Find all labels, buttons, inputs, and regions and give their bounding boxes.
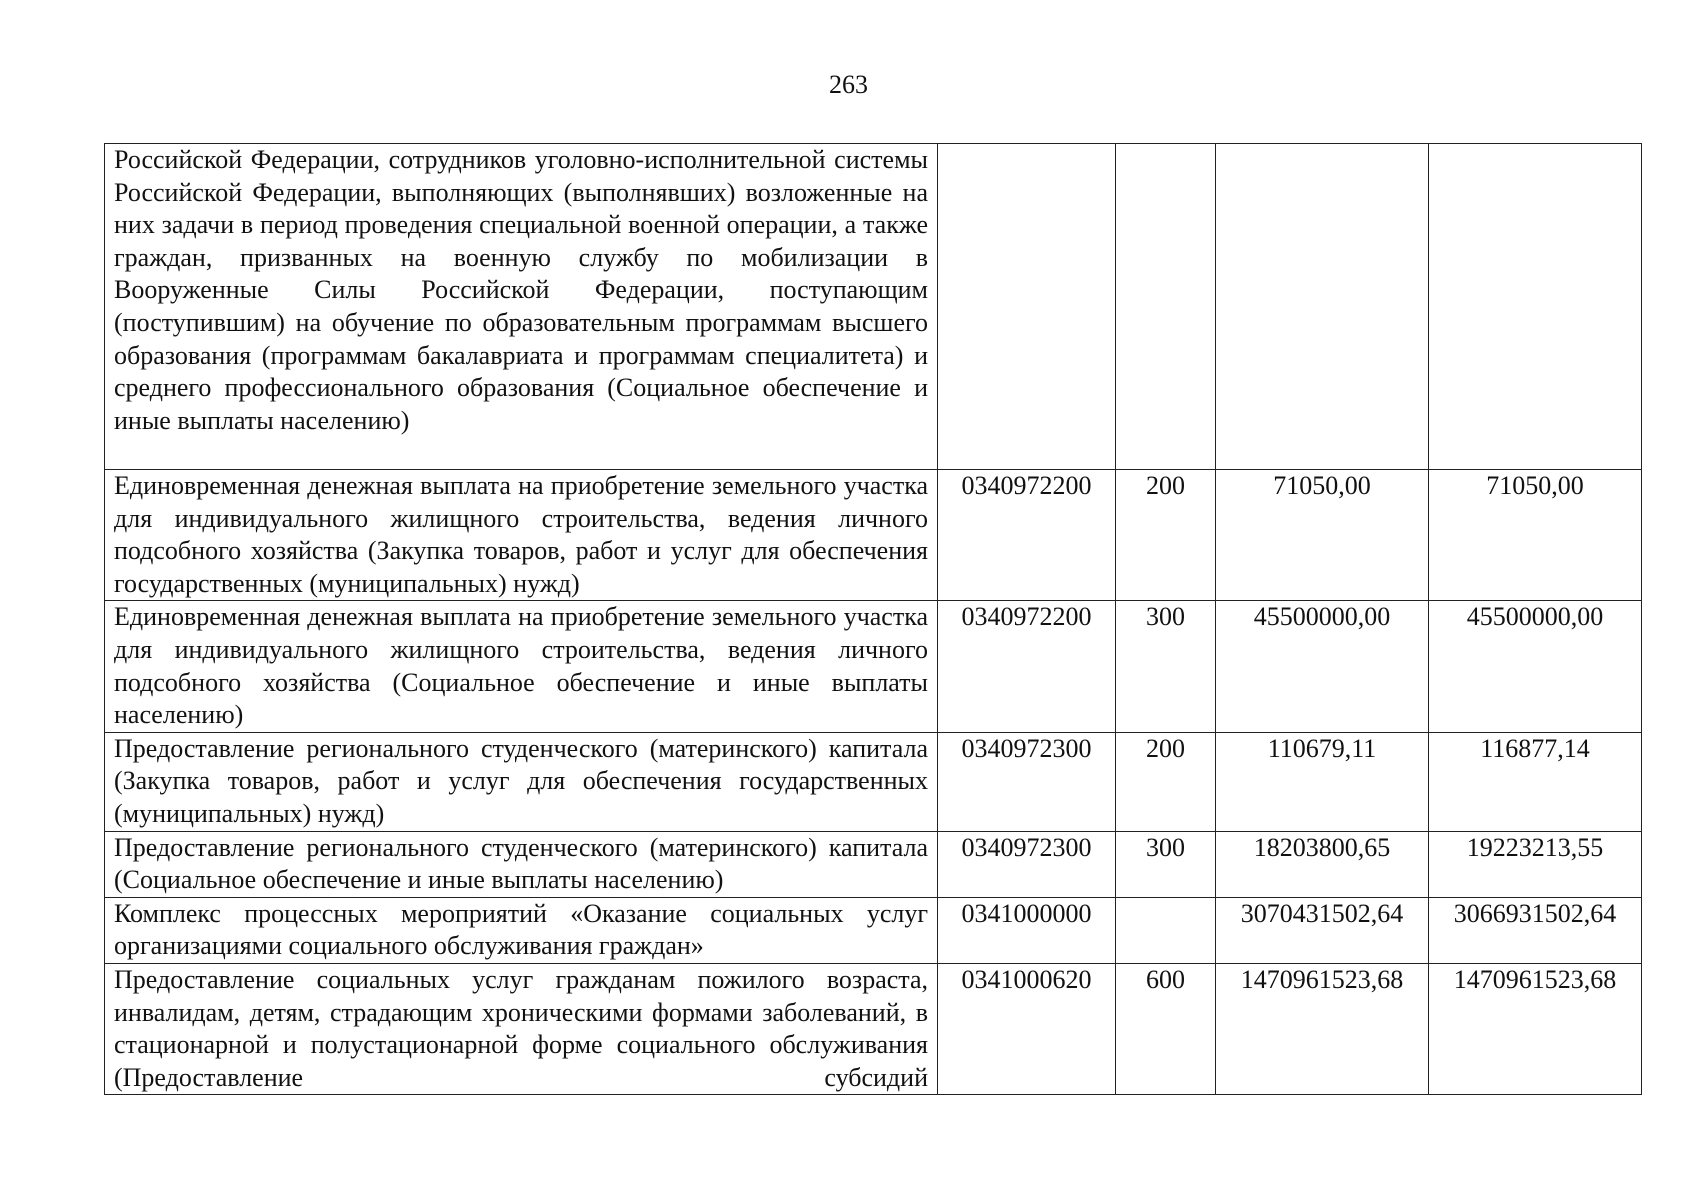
- expense-type-code: 300: [1116, 831, 1216, 897]
- target-article-code: 0340972200: [938, 470, 1116, 601]
- amount-year-2: 45500000,00: [1429, 601, 1642, 732]
- target-article-code: 0341000620: [938, 963, 1116, 1094]
- table-row: [105, 144, 1642, 470]
- row-description: Единовременная денежная выплата на приобретение земельного участка для индивидуального жилищного строительства, ведения личного подсобного хозяйства (Закупка товаров, работ и услуг для обеспечения государственных (муниципальных) нужд): [105, 470, 938, 601]
- expense-type-code: 200: [1116, 470, 1216, 601]
- target-article-code: [938, 144, 1116, 470]
- row-description: Российской Федерации, сотрудников уголовно-исполнительной системы Российской Федерации, выполняющих (выполнявших) возложенные на них задачи в период проведения специальной военной операции, а также граждан, призванных на военную службу по мобилизации в Вооруженные Силы Российской Федерации, поступающим (поступившим) на обучение по образовательным программам высшего образования (программам бакалавриата и программам специалитета) и среднего профессионального образования (Социальное обеспечение и иные выплаты населению): [105, 144, 938, 470]
- amount-year-2: 3066931502,64: [1429, 897, 1642, 963]
- row-description: Единовременная денежная выплата на приобретение земельного участка для индивидуального жилищного строительства, ведения личного подсобного хозяйства (Социальное обеспечение и иные выплаты населению): [105, 601, 938, 732]
- table-row: [105, 470, 1642, 601]
- table-row: [105, 732, 1642, 831]
- expense-type-code: [1116, 897, 1216, 963]
- amount-year-2: 1470961523,68: [1429, 963, 1642, 1094]
- amount-year-1: 71050,00: [1216, 470, 1429, 601]
- amount-year-1: [1216, 144, 1429, 470]
- row-description: Предоставление социальных услуг гражданам пожилого возраста, инвалидам, детям, страдающим хроническими формами заболеваний, в стационарной и полустационарной форме социального обслуживания (Предоставление субсидий: [105, 963, 938, 1094]
- amount-year-1: 45500000,00: [1216, 601, 1429, 732]
- budget-table: [104, 143, 1642, 1095]
- expense-type-code: [1116, 144, 1216, 470]
- table-row: [105, 897, 1642, 963]
- expense-type-code: 300: [1116, 601, 1216, 732]
- target-article-code: 0340972200: [938, 601, 1116, 732]
- target-article-code: 0341000000: [938, 897, 1116, 963]
- table-row: [105, 831, 1642, 897]
- amount-year-2: 116877,14: [1429, 732, 1642, 831]
- amount-year-2: 71050,00: [1429, 470, 1642, 601]
- amount-year-2: 19223213,55: [1429, 831, 1642, 897]
- expense-type-code: 600: [1116, 963, 1216, 1094]
- row-description: Комплекс процессных мероприятий «Оказание социальных услуг организациями социального обслуживания граждан»: [105, 897, 938, 963]
- target-article-code: 0340972300: [938, 732, 1116, 831]
- amount-year-1: 110679,11: [1216, 732, 1429, 831]
- amount-year-1: 1470961523,68: [1216, 963, 1429, 1094]
- table-row: [105, 963, 1642, 1094]
- amount-year-1: 3070431502,64: [1216, 897, 1429, 963]
- row-description: Предоставление регионального студенческого (материнского) капитала (Социальное обеспечение и иные выплаты населению): [105, 831, 938, 897]
- page-number: 263: [829, 70, 868, 99]
- row-description: Предоставление регионального студенческого (материнского) капитала (Закупка товаров, работ и услуг для обеспечения государственных (муниципальных) нужд): [105, 732, 938, 831]
- amount-year-2: [1429, 144, 1642, 470]
- table-row: [105, 601, 1642, 732]
- expense-type-code: 200: [1116, 732, 1216, 831]
- target-article-code: 0340972300: [938, 831, 1116, 897]
- amount-year-1: 18203800,65: [1216, 831, 1429, 897]
